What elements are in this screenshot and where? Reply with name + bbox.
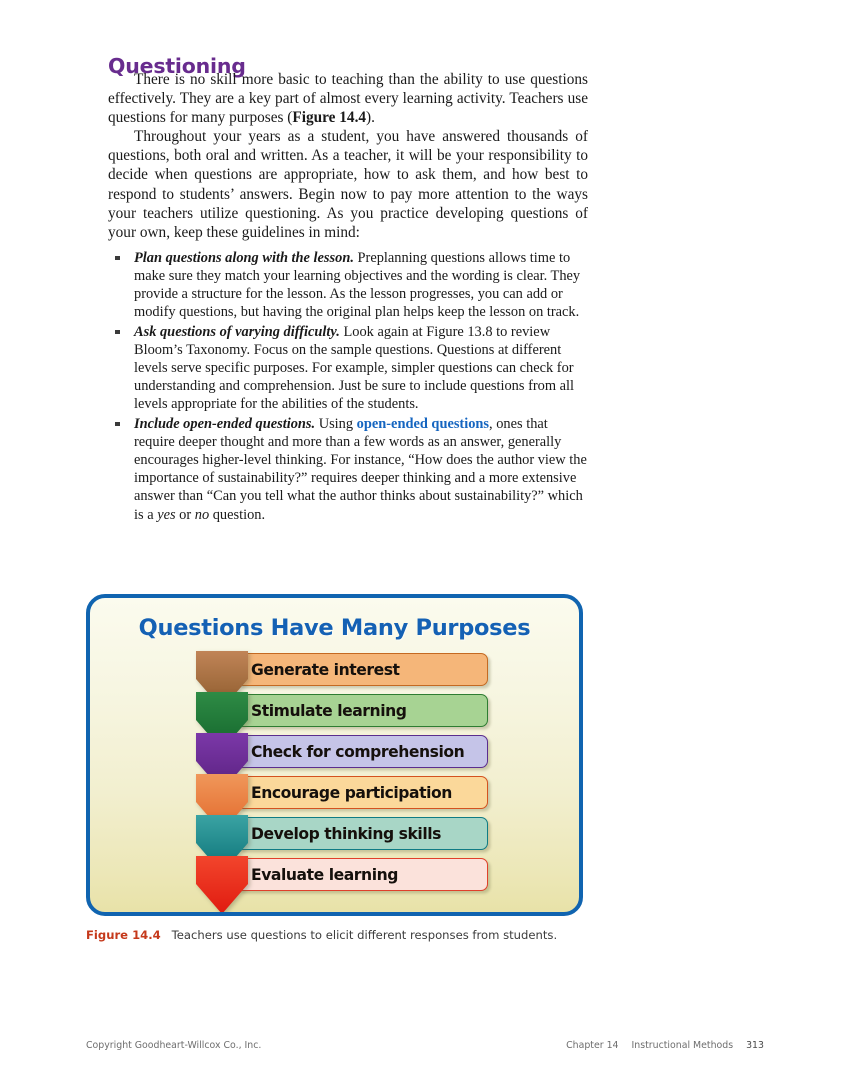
guideline-lead: Ask questions of varying difficulty. [134, 323, 340, 340]
guideline-body: Look again at Figure 13.8 to review Bloom’s Taxonomy. Focus on the sample questions. Questions at different levels serve specific purposes. For example, simpler questions can check for understanding and comprehension. Just be sure to include questions from all levels appropriate for the abilities of the students. [134, 323, 575, 413]
list-item [108, 323, 588, 414]
guideline-lead: Plan questions along with the lesson. [134, 249, 354, 266]
guidelines-list [108, 249, 588, 524]
figure-title: Questions Have Many Purposes [138, 615, 531, 641]
purpose-bar-label: Stimulate learning [251, 701, 407, 720]
flow-row [90, 815, 583, 856]
flow-diagram [90, 651, 583, 911]
paragraph-1-tail: ). [366, 109, 375, 127]
purpose-bar [236, 694, 488, 727]
flow-row [90, 733, 583, 774]
bullet-square-icon [115, 422, 120, 427]
guideline-lead: Include open-ended questions. [134, 415, 316, 432]
flow-row [90, 651, 583, 692]
purpose-bar [236, 817, 488, 850]
figure-14-4 [86, 594, 583, 916]
purpose-bar-label: Evaluate learning [251, 865, 398, 884]
bullet-square-icon [115, 256, 120, 261]
purpose-bar-label: Generate interest [251, 660, 400, 679]
page-number: 313 [746, 1040, 764, 1051]
body-text-column [108, 70, 588, 525]
purpose-bar [236, 776, 488, 809]
paragraph-1-text: There is no skill more basic to teaching than the ability to use questions effectively. They are a key part of almost every learning activity. Teachers use questions for many purposes ( [108, 71, 588, 127]
figure-number: Figure 14.4 [86, 928, 161, 942]
purpose-bar [236, 653, 488, 686]
purpose-bar-label: Check for comprehension [251, 742, 465, 761]
purpose-bar [236, 735, 488, 768]
guideline-body-mid2: or [175, 506, 195, 523]
figure-caption-text: Teachers use questions to elicit different responses from students. [171, 928, 558, 942]
guideline-body-pre: Using [315, 415, 357, 432]
list-item [108, 249, 588, 322]
list-item [108, 415, 588, 524]
guideline-body: Preplanning questions allows time to make sure they match your learning objectives and the wording is clear. They provide a structure for the lesson. As the lesson progresses, you can add or modify questions, but having the original plan helps keep the lesson on track. [134, 249, 581, 321]
emphasis-no: no [194, 506, 210, 523]
purpose-bar-label: Encourage participation [251, 783, 452, 802]
paragraph-2: Throughout your years as a student, you have answered thousands of questions, both oral and written. As a teacher, it will be your responsibility to decide when questions are appropriate, how to ask them, and how best to respond to students’ answers. Begin now to pay more attention to the ways your teachers utilize questioning. As you practice developing questions of your own, keep these guidelines in mind: [108, 128, 588, 241]
glossary-term: open-ended questions [356, 415, 490, 432]
figure-caption [86, 928, 646, 942]
flow-row [90, 774, 583, 815]
chevron-down-icon [196, 856, 248, 916]
emphasis-yes: yes [157, 506, 176, 523]
figure-reference: Figure 14.4 [292, 109, 367, 127]
bullet-square-icon [115, 330, 120, 335]
chapter-number: Chapter 14 [566, 1040, 619, 1051]
flow-row [90, 856, 583, 897]
flow-row [90, 692, 583, 733]
guideline-body-mid: , ones that require deeper thought and more than a few words as an answer, generally encourages higher-level thinking. For instance, “How does the author view the importance of sustainability?” requires deeper thinking and a more extensive answer than “Can you tell what the author thinks about sustainability?” which is a [134, 415, 587, 523]
chapter-title: Instructional Methods [631, 1040, 734, 1051]
guideline-body-end: question. [209, 506, 266, 523]
purpose-bar [236, 858, 488, 891]
paragraph-1 [108, 70, 588, 127]
copyright-notice: Copyright Goodheart-Willcox Co., Inc. [86, 1040, 262, 1051]
page-title: Questioning [108, 53, 246, 78]
footer-right-group [566, 1040, 764, 1051]
purpose-bar-label: Develop thinking skills [251, 824, 441, 843]
page-footer [86, 1040, 764, 1051]
